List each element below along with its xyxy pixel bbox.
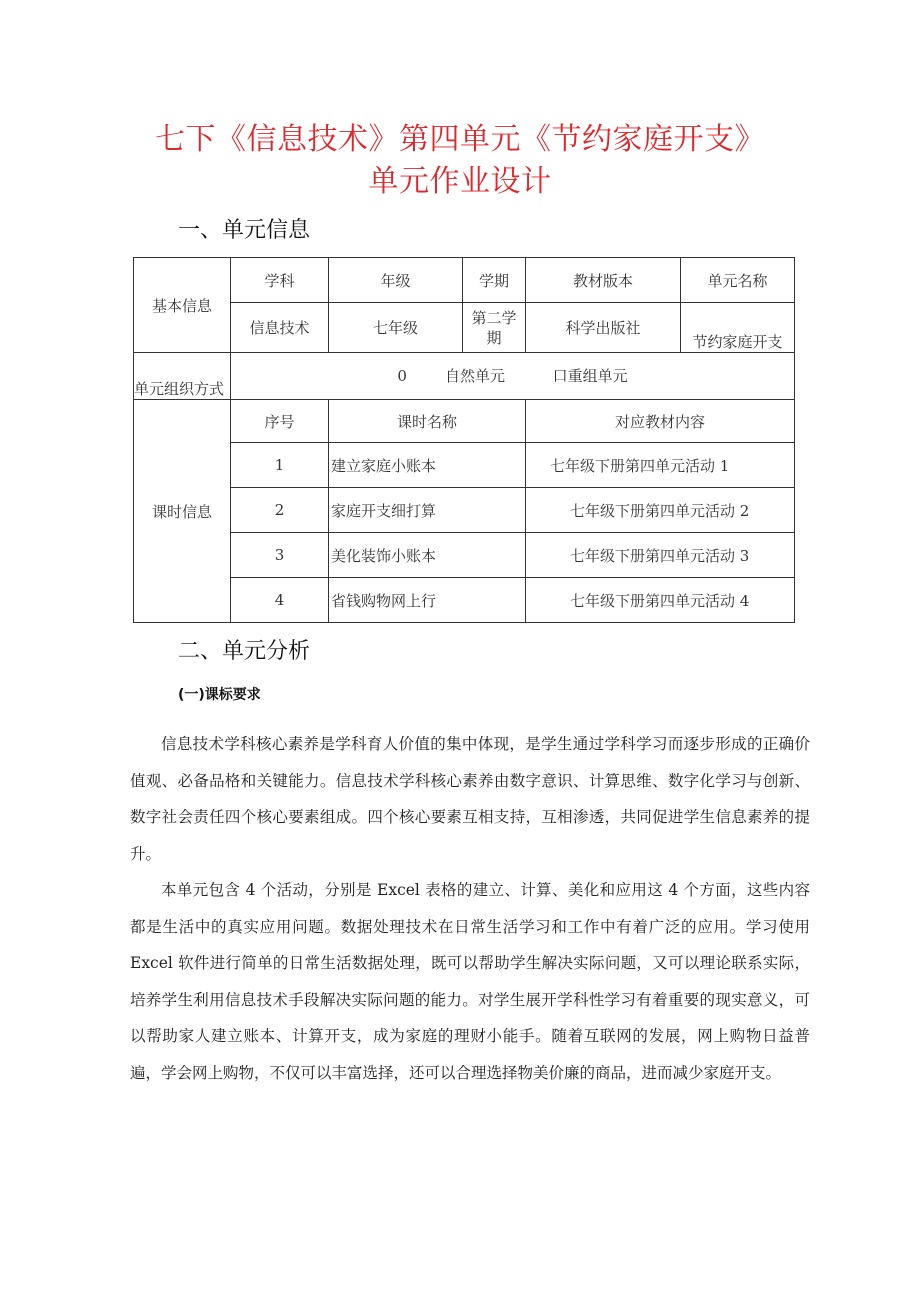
lesson-name: 建立家庭小账本 [329, 443, 526, 488]
lesson-header-no: 序号 [231, 400, 329, 443]
table-row [134, 533, 795, 578]
section-heading-unit-info: 一、单元信息 [178, 218, 311, 243]
value-subject: 信息技术 [231, 303, 329, 353]
header-semester: 学期 [463, 258, 526, 303]
value-unit-name: 节约家庭开支 [681, 303, 795, 353]
value-semester: 第二学 期 [463, 303, 526, 353]
lesson-name: 美化装饰小账本 [329, 533, 526, 578]
value-textbook: 科学出版社 [526, 303, 681, 353]
section-heading-unit-analysis: 二、单元分析 [178, 639, 311, 664]
lesson-info-label: 课时信息 [134, 400, 231, 623]
lesson-content: 七年级下册第四单元活动 2 [526, 488, 795, 533]
paragraph: 信息技术学科核心素养是学科育人价值的集中体现，是学生通过学科学习而逐步形成的正确价值观、必备品格和关键能力。信息技术学科核心素养由数字意识、计算思维、数字化学习与创新、数字社会责任四个核心要素组成。四个核心要素互相支持，互相渗透，共同促进学生信息素养的提升。 [130, 735, 810, 863]
org-method-value: 0 自然单元 口重组单元 [231, 353, 795, 400]
lesson-no: 2 [231, 488, 329, 533]
table-row [134, 443, 795, 488]
lesson-header-content: 对应教材内容 [526, 400, 795, 443]
table-row [134, 488, 795, 533]
lesson-name: 家庭开支细打算 [329, 488, 526, 533]
lesson-name: 省钱购物网上行 [329, 578, 526, 623]
unit-info-table [133, 257, 795, 623]
header-subject: 学科 [231, 258, 329, 303]
header-grade: 年级 [329, 258, 463, 303]
value-grade: 七年级 [329, 303, 463, 353]
document-title-line2: 单元作业设计 [368, 164, 552, 199]
lesson-content: 七年级下册第四单元活动 1 [526, 443, 795, 488]
subsection-heading-curriculum: (一)课标要求 [178, 687, 261, 703]
lesson-no: 4 [231, 578, 329, 623]
lesson-no: 3 [231, 533, 329, 578]
paragraph: 本单元包含 4 个活动，分别是 Excel 表格的建立、计算、美化和应用这 4 个方面，这些内容都是生活中的真实应用问题。数据处理技术在日常生活学习和工作中有着广泛的应用。学习使用 Excel 软件进行简单的日常生活数据处理，既可以帮助学生解决实际问题，又可以理论联系实际，培养学生利用信息技术手段解决实际问题的能力。对学生展开学科性学习有着重要的现实意义，可以帮助家人建立账本、计算开支，成为家庭的理财小能手。随着互联网的发展，网上购物日益普遍，学会网上购物，不仅可以丰富选择，还可以合理选择物美价廉的商品，进而减少家庭开支。 [130, 881, 810, 1082]
basic-info-label: 基本信息 [134, 258, 231, 353]
lesson-header-name: 课时名称 [329, 400, 526, 443]
body-text [130, 726, 810, 1091]
header-unit-name: 单元名称 [681, 258, 795, 303]
org-method-label: 单元组织方式 [134, 353, 231, 400]
lesson-content: 七年级下册第四单元活动 3 [526, 533, 795, 578]
lesson-no: 1 [231, 443, 329, 488]
lesson-content: 七年级下册第四单元活动 4 [526, 578, 795, 623]
document-title-line1: 七下《信息技术》第四单元《节约家庭开支》 [155, 122, 765, 157]
header-textbook: 教材版本 [526, 258, 681, 303]
table-row [134, 578, 795, 623]
